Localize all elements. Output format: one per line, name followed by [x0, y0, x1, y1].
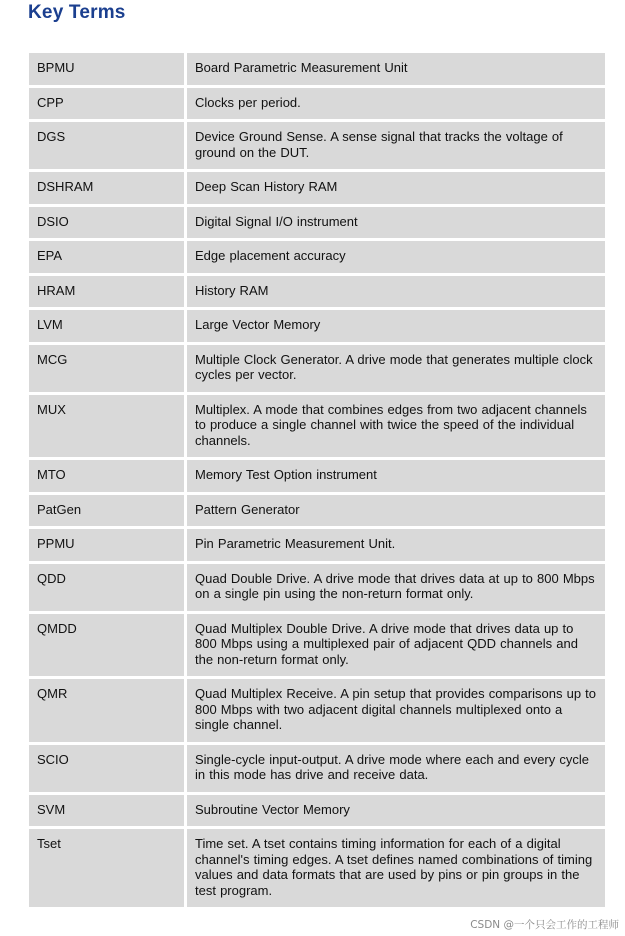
table-row — [29, 395, 605, 461]
term-cell: QMR — [29, 679, 187, 745]
table-row — [29, 745, 605, 795]
definition-cell: Clocks per period. — [187, 88, 605, 123]
definition-cell: Multiple Clock Generator. A drive mode that generates multiple clock cycles per vector. — [187, 345, 605, 395]
table-row — [29, 172, 605, 207]
table-row — [29, 207, 605, 242]
table-row — [29, 829, 605, 910]
table-row — [29, 614, 605, 680]
definition-cell: Edge placement accuracy — [187, 241, 605, 276]
table-row — [29, 495, 605, 530]
definition-cell: Single-cycle input-output. A drive mode where each and every cycle in this mode has drive and receive data. — [187, 745, 605, 795]
definition-cell: Time set. A tset contains timing information for each of a digital channel's timing edges. A tset defines named combinations of timing values and data formats that are used by pins or pin groups in the test program. — [187, 829, 605, 910]
definition-cell: Subroutine Vector Memory — [187, 795, 605, 830]
table-row — [29, 276, 605, 311]
table-row — [29, 241, 605, 276]
term-cell: DSIO — [29, 207, 187, 242]
term-cell: PPMU — [29, 529, 187, 564]
definition-cell: Memory Test Option instrument — [187, 460, 605, 495]
page-title: Key Terms — [28, 2, 126, 23]
term-cell: MUX — [29, 395, 187, 461]
definition-cell: Quad Multiplex Double Drive. A drive mode that drives data up to 800 Mbps using a multiplexed pair of adjacent QDD channels and the non-return format only. — [187, 614, 605, 680]
definition-cell: Device Ground Sense. A sense signal that tracks the voltage of ground on the DUT. — [187, 122, 605, 172]
table-row — [29, 122, 605, 172]
table-row — [29, 460, 605, 495]
term-cell: DSHRAM — [29, 172, 187, 207]
definition-cell: History RAM — [187, 276, 605, 311]
term-cell: QMDD — [29, 614, 187, 680]
table-row — [29, 345, 605, 395]
term-cell: DGS — [29, 122, 187, 172]
table-row — [29, 310, 605, 345]
table-row — [29, 564, 605, 614]
definition-cell: Multiplex. A mode that combines edges from two adjacent channels to produce a single channel with twice the speed of the individual channels. — [187, 395, 605, 461]
definition-cell: Quad Multiplex Receive. A pin setup that provides comparisons up to 800 Mbps with two adjacent digital channels multiplexed onto a single channel. — [187, 679, 605, 745]
term-cell: CPP — [29, 88, 187, 123]
table-row — [29, 53, 605, 88]
term-cell: MCG — [29, 345, 187, 395]
definition-cell: Quad Double Drive. A drive mode that drives data at up to 800 Mbps on a single pin using the non-return format only. — [187, 564, 605, 614]
table-row — [29, 679, 605, 745]
term-cell: BPMU — [29, 53, 187, 88]
term-cell: QDD — [29, 564, 187, 614]
definition-cell: Deep Scan History RAM — [187, 172, 605, 207]
term-cell: LVM — [29, 310, 187, 345]
term-cell: MTO — [29, 460, 187, 495]
term-cell: SCIO — [29, 745, 187, 795]
definition-cell: Pattern Generator — [187, 495, 605, 530]
table-row — [29, 529, 605, 564]
term-cell: HRAM — [29, 276, 187, 311]
term-cell: PatGen — [29, 495, 187, 530]
term-cell: SVM — [29, 795, 187, 830]
key-terms-table — [29, 53, 605, 910]
definition-cell: Digital Signal I/O instrument — [187, 207, 605, 242]
term-cell: Tset — [29, 829, 187, 910]
table-row — [29, 795, 605, 830]
definition-cell: Pin Parametric Measurement Unit. — [187, 529, 605, 564]
term-cell: EPA — [29, 241, 187, 276]
table-row — [29, 88, 605, 123]
definition-cell: Board Parametric Measurement Unit — [187, 53, 605, 88]
watermark: CSDN @一个只会工作的工程师 — [470, 919, 619, 931]
definition-cell: Large Vector Memory — [187, 310, 605, 345]
